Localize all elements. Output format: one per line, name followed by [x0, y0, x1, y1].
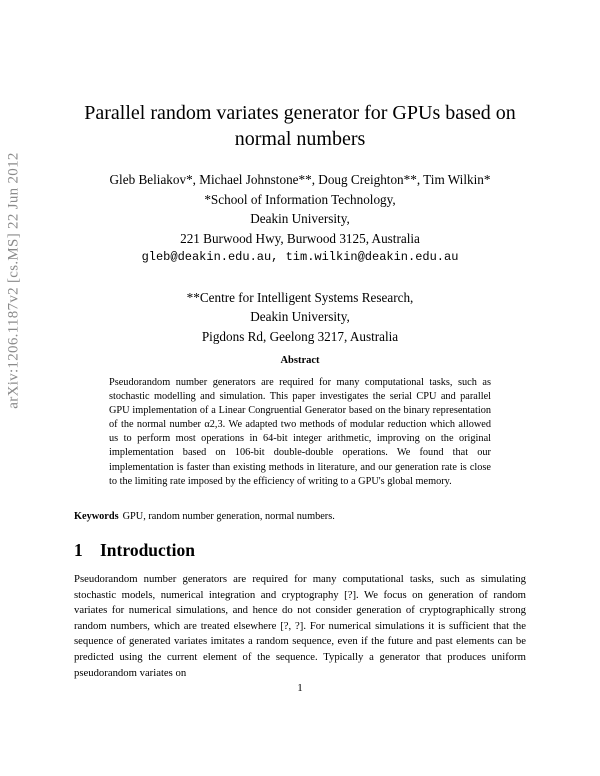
affiliation-1-address: 221 Burwood Hwy, Burwood 3125, Australia: [180, 230, 420, 246]
introduction-paragraph: Pseudorandom number generators are required for many computational tasks, such as simulating stochastic models, numerical integration and cryptography [?]. We focus on generation of random variates for numerical simulations, and hence do not consider generation of cryptographically strong random numbers, which are treated elsewhere [?, ?]. For numerical simulations it is sufficient that the sequence of generated variates imitates a random sequence, even if the future and past elements can be predicted using the current element of the sequence. Typically a generator that produces uniform pseudorandom variates on: [74, 573, 526, 679]
author-block: [60, 170, 540, 346]
affiliation-2-address: Pigdons Rd, Geelong 3217, Australia: [201, 328, 399, 344]
section-number: 1: [74, 540, 83, 560]
affiliation-2-university: Deakin University,: [250, 309, 350, 324]
keywords-text: GPU, random number generation, normal numbers.: [122, 511, 335, 522]
section-heading: [74, 540, 195, 561]
keywords-label: Keywords: [74, 511, 119, 522]
paper-title: [60, 100, 540, 152]
abstract-text: Pseudorandom number generators are required for many computational tasks, such as stochastic modelling and simulation. This paper investigates the serial CPU and parallel GPU implementation of a Linear Congruential Generator based on the binary representation of the normal number α2,3. We adapted two methods of modular reduction which allowed us to perform most operations in 64-bit integer arithmetic, improving on the original implementation based on 106-bit double-double operations. We found that our implementation is faster than existing methods in literature, and our generation rate is close to the limiting rate imposed by the efficiency of writing to a GPU's global memory.: [109, 377, 491, 487]
author-emails: gleb@deakin.edu.au, tim.wilkin@deakin.edu.au: [141, 250, 459, 264]
keywords: [74, 510, 534, 524]
page-number: 1: [297, 682, 303, 694]
affiliation-1-university: Deakin University,: [250, 211, 350, 226]
authors-line: Gleb Beliakov*, Michael Johnstone**, Doug Creighton**, Tim Wilkin*: [109, 172, 491, 187]
section-title: Introduction: [100, 540, 195, 560]
affiliation-1-name: *School of Information Technology,: [204, 191, 396, 207]
title-line-2: normal numbers: [234, 128, 366, 150]
arxiv-stamp-text: arXiv:1206.1187v2 [cs.MS] 22 Jun 2012: [5, 151, 22, 409]
title-line-1: Parallel random variates generator for GPUs based on: [84, 102, 516, 124]
affiliation-2-name: **Centre for Intelligent Systems Research,: [186, 289, 414, 305]
abstract-heading: Abstract: [280, 355, 320, 366]
arxiv-stamp: [0, 0, 28, 560]
